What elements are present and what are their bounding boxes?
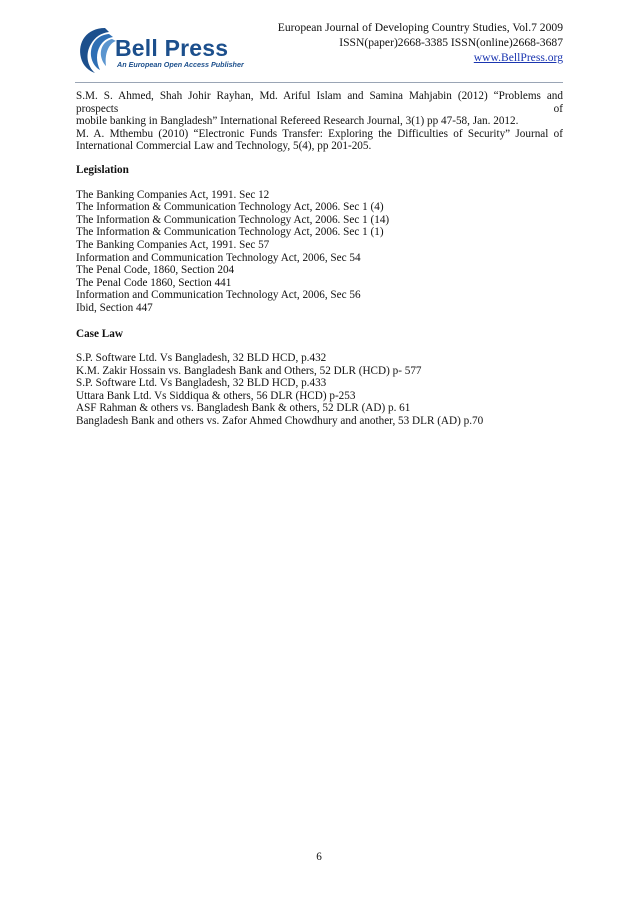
- journal-title: European Journal of Developing Country Studies, Vol.7 2009: [277, 21, 563, 34]
- reference-list: [76, 90, 563, 153]
- list-item: The Penal Code, 1860, Section 204: [76, 264, 235, 277]
- list-item: The Information & Communication Technology Act, 2006. Sec 1 (14): [76, 213, 390, 226]
- bell-press-swoosh-icon: [75, 24, 119, 74]
- page-body: [76, 90, 563, 428]
- list-item: The Information & Communication Technology Act, 2006. Sec 1 (1): [76, 226, 384, 239]
- list-item: Information and Communication Technology Act, 2006, Sec 56: [76, 289, 361, 302]
- page-header: [75, 18, 563, 82]
- list-item: S.P. Software Ltd. Vs Bangladesh, 32 BLD HCD, p.432: [76, 352, 327, 365]
- list-item: The Banking Companies Act, 1991. Sec 57: [76, 238, 270, 251]
- reference-line: mobile banking in Bangladesh” International Refereed Research Journal, 3(1) pp 47-58, Jan. 2012.: [76, 115, 519, 128]
- logo-name: Bell Press: [115, 35, 229, 61]
- list-item: Information and Communication Technology Act, 2006, Sec 54: [76, 251, 361, 264]
- list-item: The Information & Communication Technology Act, 2006. Sec 1 (4): [76, 201, 384, 214]
- legislation-heading: Legislation: [76, 163, 129, 176]
- reference-line: S.M. S. Ahmed, Shah Johir Rayhan, Md. Ariful Islam and Samina Mahjabin (2012) “Problems and prospects of: [76, 90, 563, 115]
- list-item: Ibid, Section 447: [76, 301, 153, 314]
- journal-issn: ISSN(paper)2668-3385 ISSN(online)2668-3687: [339, 36, 563, 49]
- reference-item: [76, 90, 563, 128]
- logo-tagline: An European Open Access Publisher: [117, 60, 244, 69]
- header-divider: [75, 82, 563, 83]
- list-item: The Banking Companies Act, 1991. Sec 12: [76, 188, 270, 201]
- legislation-list: [76, 189, 563, 315]
- bell-press-logo: [75, 24, 244, 74]
- list-item: S.P. Software Ltd. Vs Bangladesh, 32 BLD HCD, p.433: [76, 377, 327, 390]
- case-law-list: [76, 352, 563, 428]
- journal-info: [278, 20, 563, 65]
- list-item: Bangladesh Bank and others vs. Zafor Ahmed Chowdhury and another, 53 DLR (AD) p.70: [76, 415, 484, 428]
- reference-line: M. A. Mthembu (2010) “Electronic Funds Transfer: Exploring the Difficulties of Security” Journal of: [76, 127, 563, 140]
- website-link[interactable]: www.BellPress.org: [473, 51, 563, 64]
- page-number: 6: [316, 851, 322, 863]
- case-law-heading: Case Law: [76, 327, 123, 340]
- reference-item: [76, 128, 563, 153]
- list-item: ASF Rahman & others vs. Bangladesh Bank & others, 52 DLR (AD) p. 61: [76, 402, 411, 415]
- list-item: Uttara Bank Ltd. Vs Siddiqua & others, 56 DLR (HCD) p-253: [76, 389, 356, 402]
- list-item: K.M. Zakir Hossain vs. Bangladesh Bank and Others, 52 DLR (HCD) p- 577: [76, 364, 422, 377]
- reference-line: International Commercial Law and Technology, 5(4), pp 201-205.: [76, 140, 372, 153]
- list-item: The Penal Code 1860, Section 441: [76, 276, 232, 289]
